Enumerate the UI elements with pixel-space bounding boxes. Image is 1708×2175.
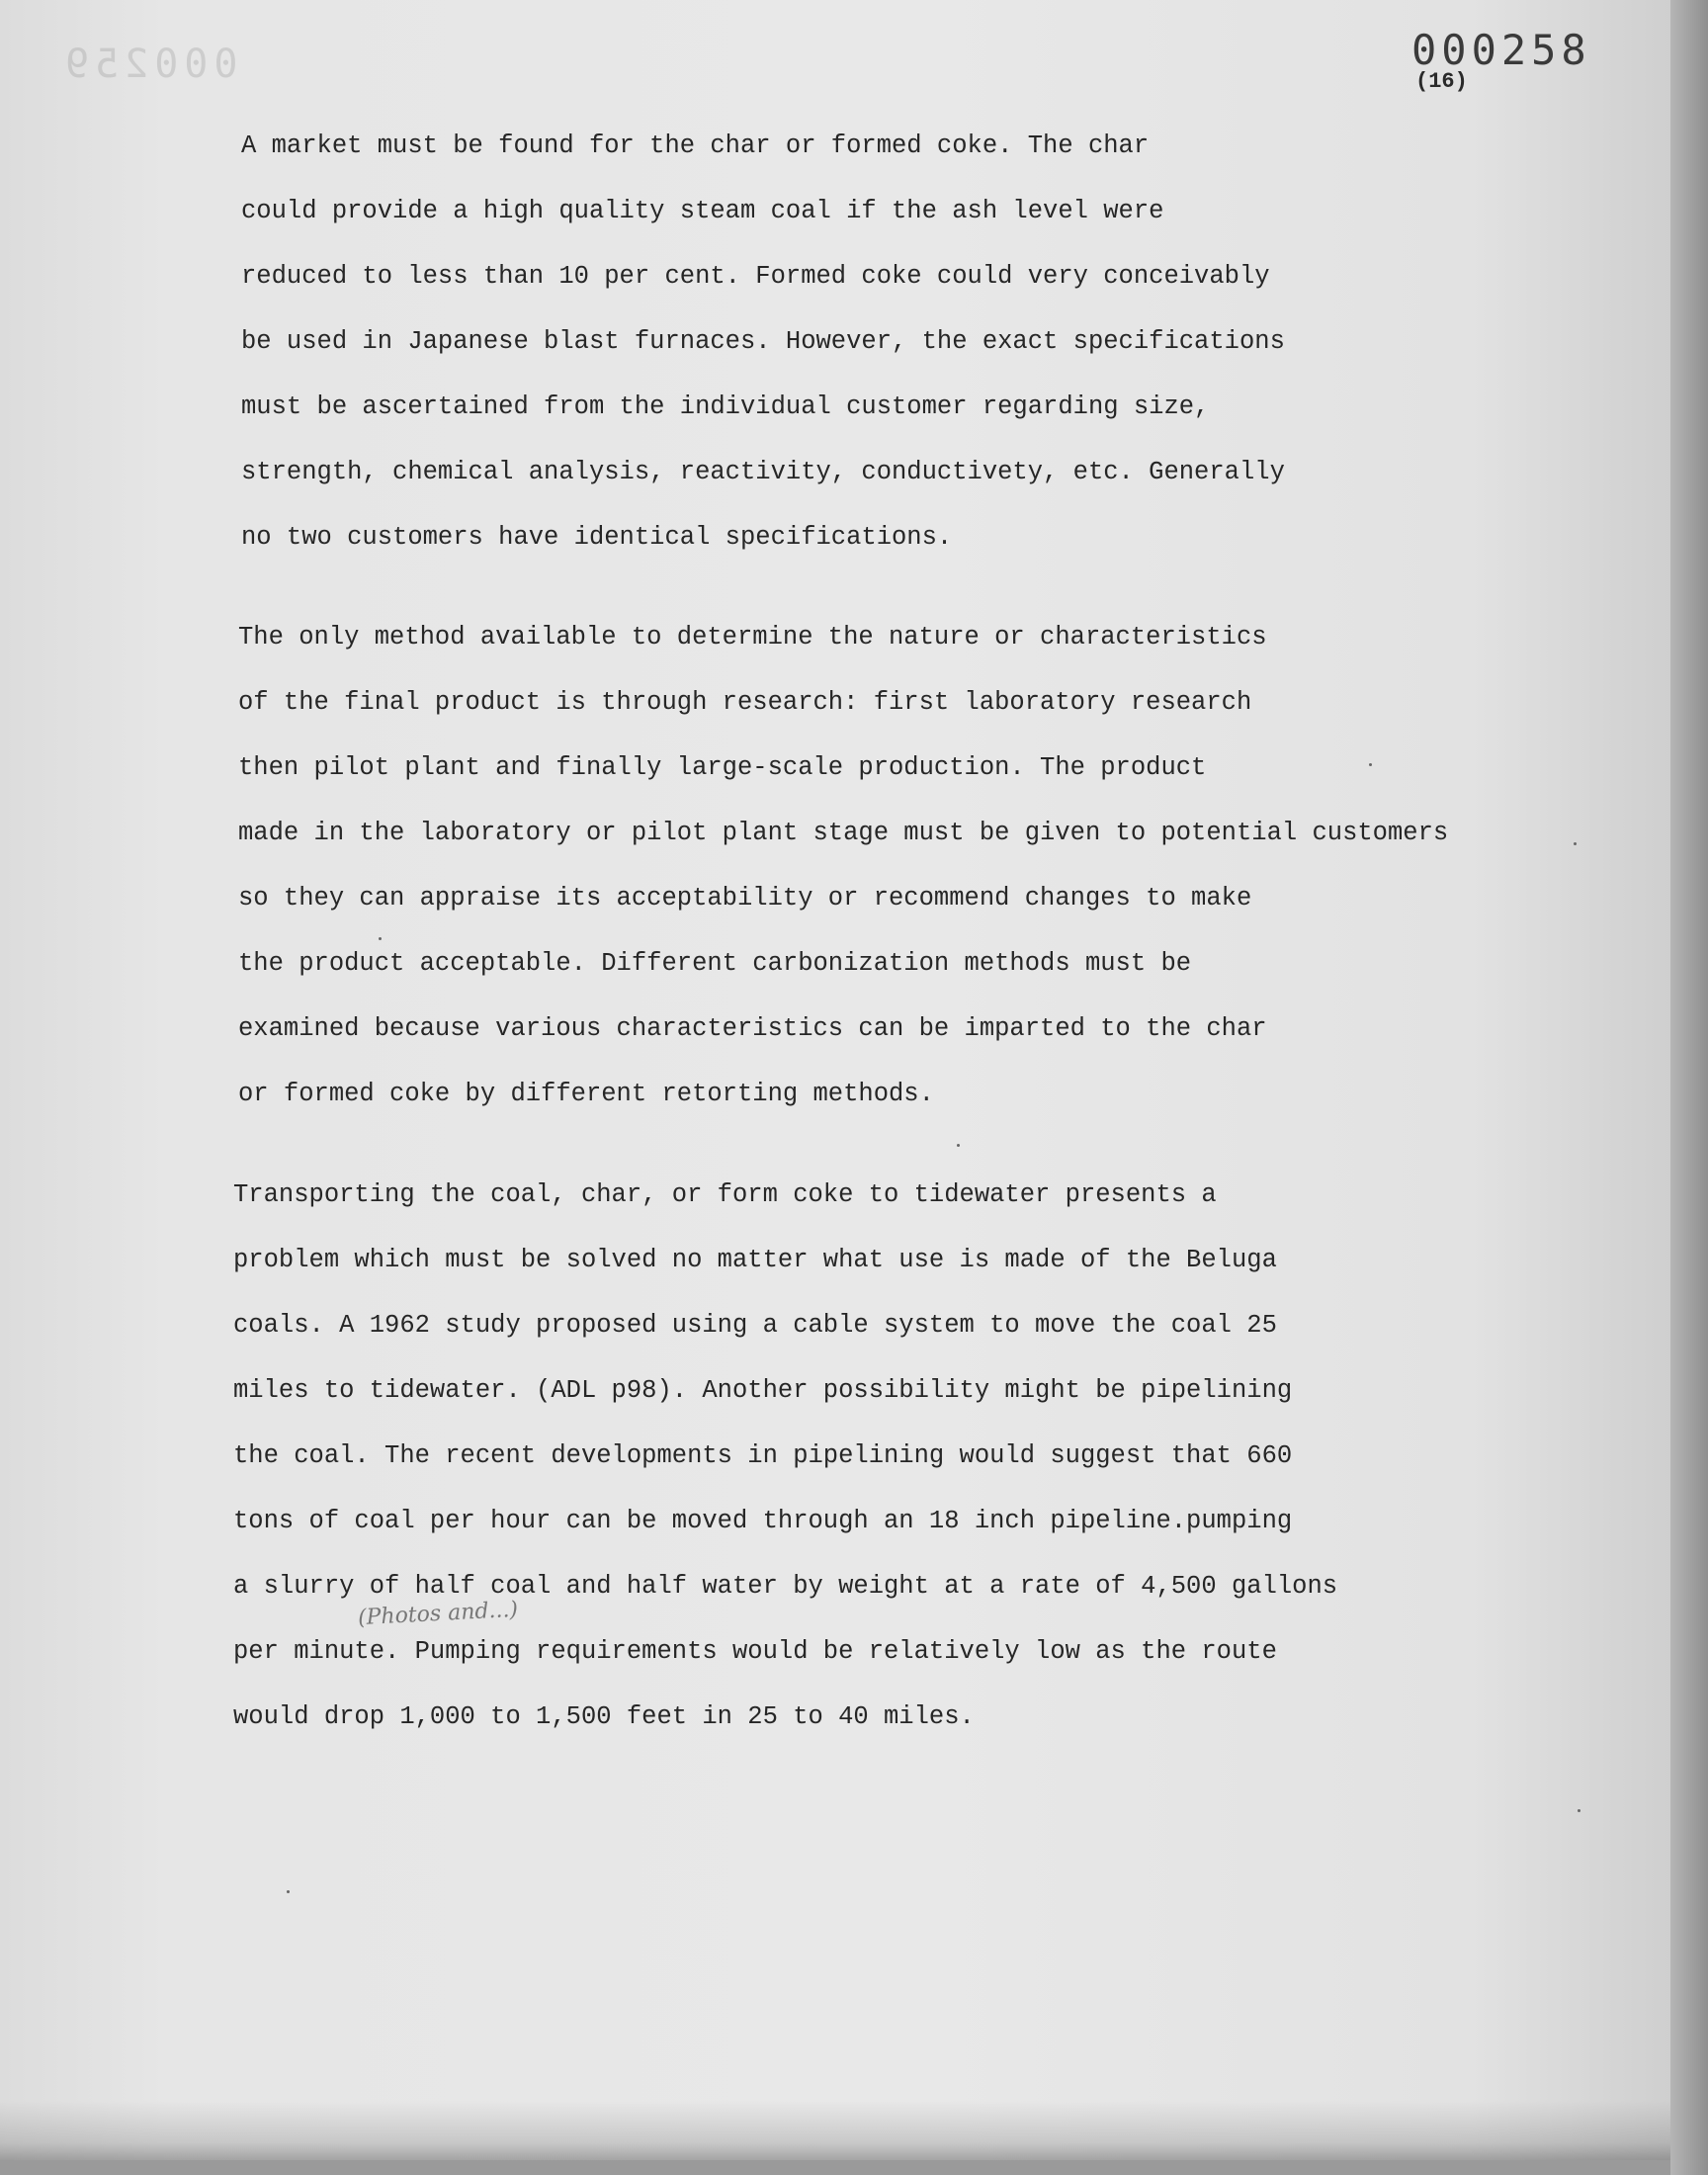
- text-line: Transporting the coal, char, or form coke to tidewater presents a: [233, 1180, 1217, 1209]
- text-line: A market must be found for the char or formed coke. The char: [241, 131, 1150, 160]
- page-number: (16): [1415, 69, 1468, 94]
- bleed-through-number: 000259: [59, 42, 238, 87]
- text-line: strength, chemical analysis, reactivity, conductivety, etc. Generally: [241, 458, 1285, 486]
- text-line: reduced to less than 10 per cent. Formed coke could very conceivably: [241, 262, 1270, 291]
- text-line: examined because various characteristics can be imparted to the char: [238, 1014, 1267, 1043]
- text-line: or formed coke by different retorting methods.: [238, 1080, 934, 1108]
- scan-edge-shadow: [1670, 0, 1708, 2175]
- text-line: so they can appraise its acceptability or recommend changes to make: [238, 884, 1252, 913]
- text-line: a slurry of half coal and half water by weight at a rate of 4,500 gallons: [233, 1572, 1338, 1601]
- paper-speck: [1574, 842, 1577, 845]
- text-line: be used in Japanese blast furnaces. However, the exact specifications: [241, 327, 1285, 356]
- text-line: no two customers have identical specifications.: [241, 523, 953, 552]
- text-line: miles to tidewater. (ADL p98). Another possibility might be pipelining: [233, 1376, 1293, 1405]
- paper-speck: [1578, 1809, 1580, 1812]
- text-line: The only method available to determine the nature or characteristics: [238, 623, 1267, 652]
- text-line: tons of coal per hour can be moved through an 18 inch pipeline.pumping: [233, 1507, 1293, 1535]
- text-line: then pilot plant and finally large-scale production. The product: [238, 753, 1207, 782]
- text-line: problem which must be solved no matter what use is made of the Beluga: [233, 1246, 1277, 1274]
- text-line: the coal. The recent developments in pipelining would suggest that 660: [233, 1441, 1293, 1470]
- document-number: 000258: [1411, 26, 1591, 74]
- paper-speck: [287, 1890, 290, 1893]
- paragraph-1: [241, 114, 1285, 570]
- paper-speck: [957, 1144, 960, 1147]
- text-line: must be ascertained from the individual customer regarding size,: [241, 392, 1210, 421]
- text-line: could provide a high quality steam coal if the ash level were: [241, 197, 1164, 225]
- text-line: would drop 1,000 to 1,500 feet in 25 to 40 miles.: [233, 1702, 975, 1731]
- text-line: per minute. Pumping requirements would be relatively low as the route: [233, 1637, 1277, 1666]
- text-line: of the final product is through research: first laboratory research: [238, 688, 1252, 717]
- text-line: the product acceptable. Different carbonization methods must be: [238, 949, 1192, 978]
- paper-speck: [1369, 763, 1372, 766]
- paragraph-2: [238, 605, 1448, 1127]
- handwritten-annotation: (Photos and...): [357, 1597, 519, 1631]
- paper-speck: [379, 937, 382, 940]
- text-line: made in the laboratory or pilot plant stage must be given to potential customers: [238, 819, 1449, 847]
- text-line: coals. A 1962 study proposed using a cable system to move the coal 25: [233, 1311, 1277, 1340]
- paragraph-3: [233, 1163, 1337, 1750]
